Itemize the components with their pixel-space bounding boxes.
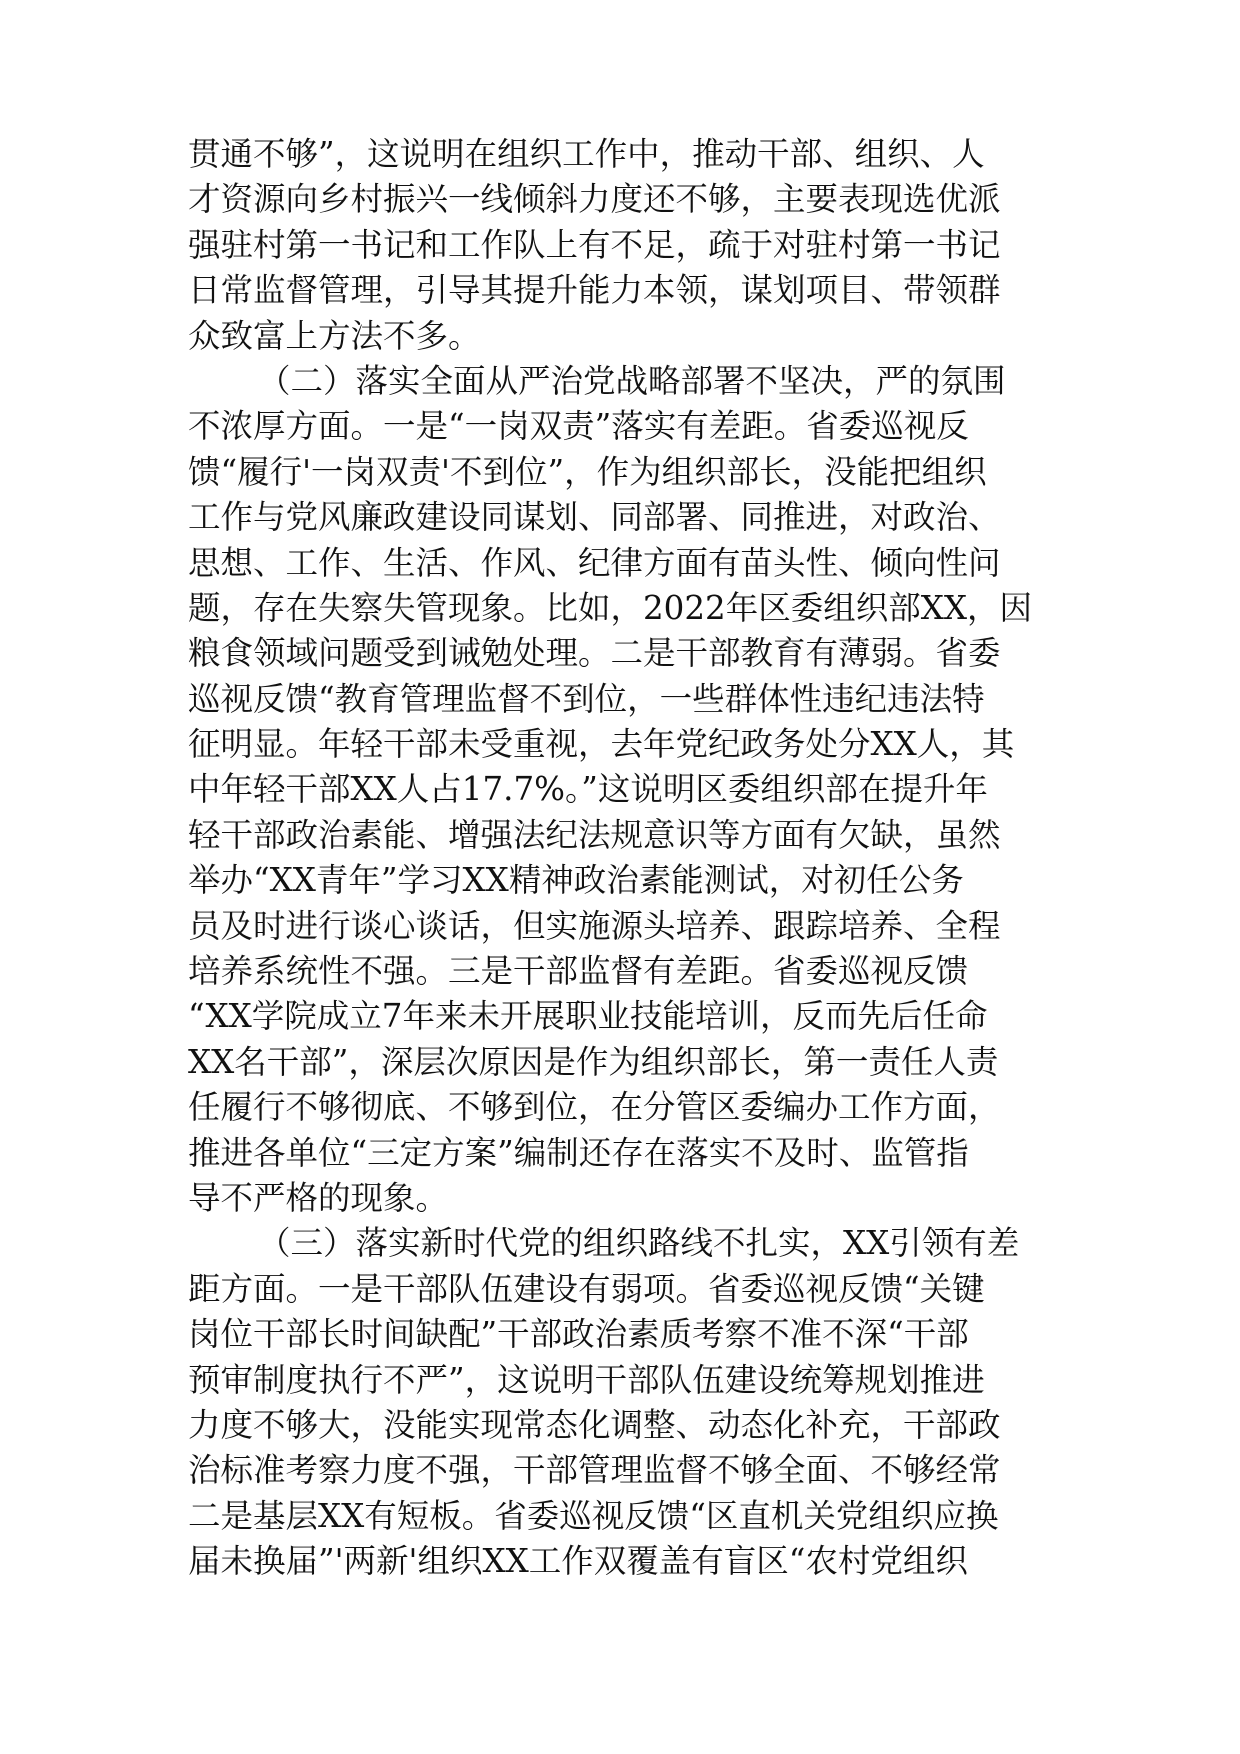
text-line: 导不严格的现象。: [188, 1178, 449, 1217]
text-line: 贯通不够”，这说明在组织工作中，推动干部、组织、人: [188, 135, 985, 173]
text-line: 思想、工作、生活、作风、纪律方面有苗头性、倾向性问: [188, 543, 1001, 582]
text-line: 力度不够大，没能实现常态化调整、动态化补充，干部政: [188, 1405, 1001, 1444]
text-line: 不浓厚方面。一是“一岗双责”落实有差距。省委巡视反: [188, 407, 969, 446]
text-line: 预审制度执行不严”，这说明干部队伍建设统筹规划推进: [188, 1360, 985, 1399]
text-line: 届未换届”'两新'组织XX工作双覆盖有盲区“农村党组织: [188, 1542, 968, 1581]
text-line: 众致富上方法不多。: [188, 316, 481, 355]
text-line: 二是基层XX有短板。省委巡视反馈“区直机关党组织应换: [188, 1496, 999, 1535]
text-line: 巡视反馈“教育管理监督不到位，一些群体性违纪违法特: [188, 679, 985, 718]
text-line: 强驻村第一书记和工作队上有不足，疏于对驻村第一书记: [188, 225, 1001, 264]
text-line: 轻干部政治素能、增强法纪法规意识等方面有欠缺，虽然: [188, 815, 1001, 854]
text-line: 粮食领域问题受到诫勉处理。二是干部教育有薄弱。省委: [188, 634, 1001, 673]
text-line: 题，存在失察失管现象。比如，2022年区委组织部XX，因: [188, 588, 1032, 627]
text-line: 距方面。一是干部队伍建设有弱项。省委巡视反馈“关键: [188, 1269, 985, 1308]
text-line: 推进各单位“三定方案”编制还存在落实不及时、监管指: [188, 1133, 969, 1172]
text-line: 任履行不够彻底、不够到位，在分管区委编办工作方面，: [188, 1088, 1001, 1127]
section-heading-line: （三）落实新时代党的组织路线不扎实，XX引领有差: [258, 1224, 1020, 1263]
text-line: 举办“XX青年”学习XX精神政治素能测试，对初任公务: [188, 861, 964, 900]
document-body: [188, 132, 1060, 1585]
text-line: 岗位干部长时间缺配”干部政治素质考察不准不深“干部: [188, 1315, 969, 1354]
section-heading-line: （二）落实全面从严治党战略部署不坚决，严的氛围: [258, 361, 1006, 400]
text-line: 员及时进行谈心谈话，但实施源头培养、跟踪培养、全程: [188, 906, 1001, 945]
text-line: 工作与党风廉政建设同谋划、同部署、同推进，对政治、: [188, 498, 1001, 537]
text-line: 日常监督管理，引导其提升能力本领，谋划项目、带领群: [188, 271, 1001, 310]
text-line: “XX学院成立7年来未开展职业技能培训，反而先后任命: [188, 997, 988, 1036]
text-line: 征明显。年轻干部未受重视，去年党纪政务处分XX人，其: [188, 725, 1015, 764]
text-line: 才资源向乡村振兴一线倾斜力度还不够，主要表现选优派: [188, 180, 1001, 219]
text-line: 中年轻干部XX人占17.7%。”这说明区委组织部在提升年: [188, 770, 988, 809]
text-line: 馈“履行'一岗双责'不到位”，作为组织部长，没能把组织: [188, 452, 987, 491]
text-line: 培养系统性不强。三是干部监督有差距。省委巡视反馈: [188, 952, 969, 991]
text-line: XX名干部”，深层次原因是作为组织部长，第一责任人责: [188, 1042, 999, 1081]
text-line: 治标准考察力度不强，干部管理监督不够全面、不够经常: [188, 1451, 1001, 1490]
